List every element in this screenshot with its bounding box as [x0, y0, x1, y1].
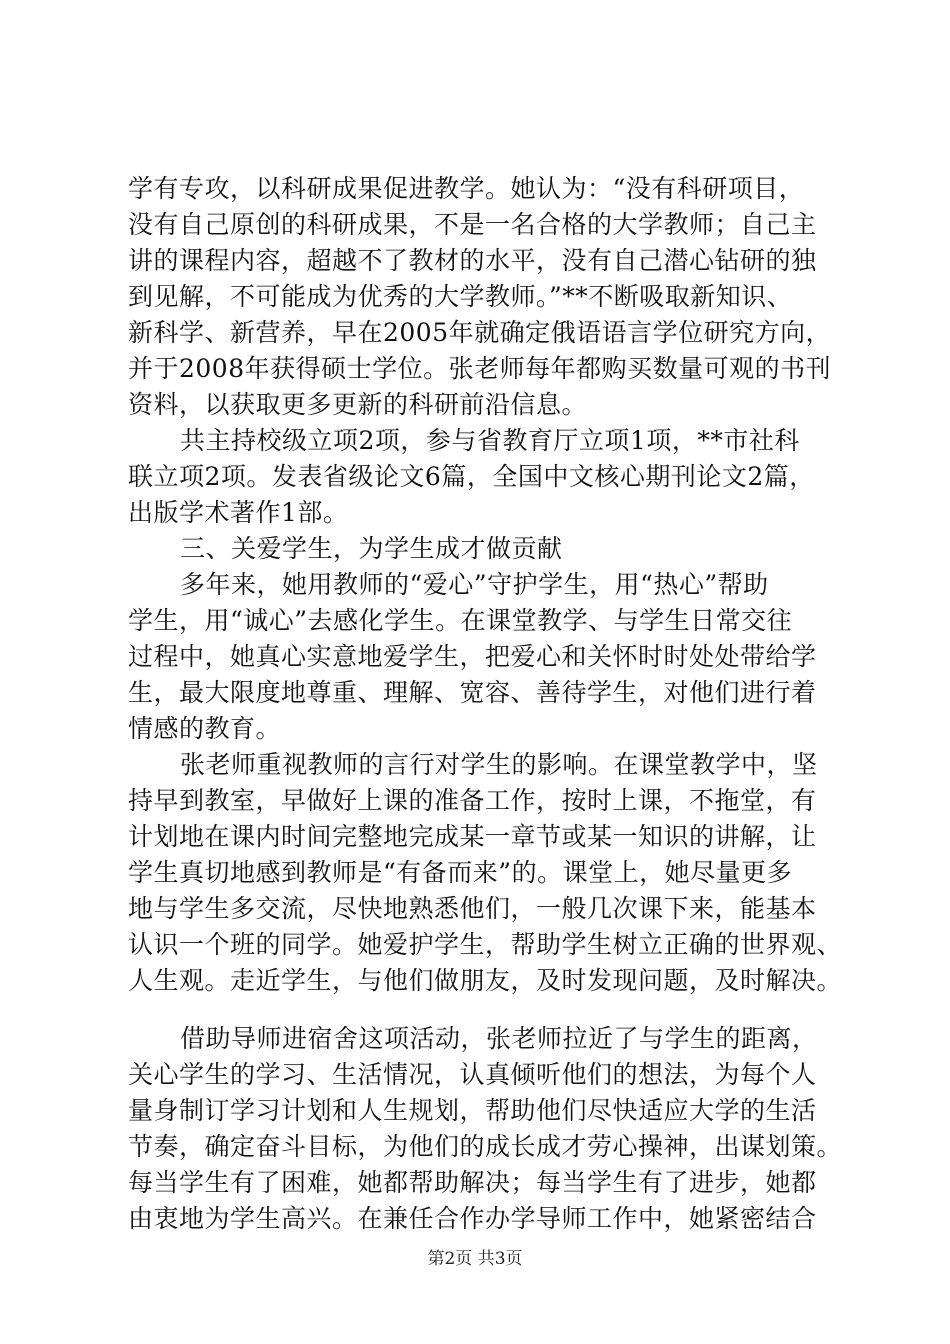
page-footer: 第2页 共3页 [427, 1249, 523, 1269]
body-line: 讲的课程内容，超越不了教材的水平，没有自己潜心钻研的独 [128, 246, 817, 275]
body-line: 计划地在课内时间完整地完成某一章节或某一知识的讲解，让 [128, 822, 817, 851]
body-line: 出版学术著作1部。 [128, 498, 349, 527]
body-line: 过程中，她真心实意地爱学生，把爱心和关怀时时处处带给学 [128, 642, 817, 671]
body-line: 节奏，确定奋斗目标，为他们的成长成才劳心操神，出谋划策。 [128, 1132, 843, 1161]
body-line: 由衷地为学生高兴。在兼任合作办学导师工作中，她紧密结合 [128, 1204, 817, 1233]
body-line: 没有自己原创的科研成果，不是一名合格的大学教师；自己主 [128, 210, 817, 239]
body-line: 张老师重视教师的言行对学生的影响。在课堂教学中，坚 [180, 750, 818, 779]
body-line: 认识一个班的同学。她爱护学生，帮助学生树立正确的世界观、 [128, 930, 843, 959]
body-line: 地与学生多交流，尽快地熟悉他们，一般几次课下来，能基本 [128, 894, 817, 923]
body-line: 学生真切地感到教师是“有备而来”的。课堂上，她尽量更多 [128, 858, 793, 887]
body-line: 生，最大限度地尊重、理解、宽容、善待学生，对他们进行着 [128, 678, 817, 707]
body-line: 持早到教室，早做好上课的准备工作，按时上课，不拖堂，有 [128, 786, 817, 815]
body-line: 量身制订学习计划和人生规划，帮助他们尽快适应大学的生活 [128, 1096, 817, 1125]
body-line: 到见解，不可能成为优秀的大学教师。”**不断吸取新知识、 [128, 282, 793, 311]
body-line: 联立项2项。发表省级论文6篇，全国中文核心期刊论文2篇， [128, 462, 815, 491]
body-line: 并于2008年获得硕士学位。张老师每年都购买数量可观的书刊 [128, 354, 832, 383]
body-line: 借助导师进宿舍这项活动，张老师拉近了与学生的距离， [180, 1024, 818, 1053]
body-line: 学生，用“诚心”去感化学生。在课堂教学、与学生日常交往 [128, 606, 793, 635]
body-line: 关心学生的学习、生活情况，认真倾听他们的想法，为每个人 [128, 1060, 817, 1089]
body-line: 每当学生有了困难，她都帮助解决；每当学生有了进步，她都 [128, 1168, 817, 1197]
body-line: 新科学、新营养，早在2005年就确定俄语语言学位研究方向， [128, 318, 832, 347]
body-line: 情感的教育。 [128, 714, 282, 743]
body-line: 资料，以获取更多更新的科研前沿信息。 [128, 390, 588, 419]
body-line: 人生观。走近学生，与他们做朋友，及时发现问题，及时解决。 [128, 966, 843, 995]
section-heading: 三、关爱学生，为学生成才做贡献 [180, 534, 563, 563]
body-line: 学有专攻，以科研成果促进教学。她认为：“没有科研项目， [128, 174, 805, 203]
body-line: 多年来，她用教师的“爱心”守护学生，用“热心”帮助 [180, 570, 769, 599]
body-line: 共主持校级立项2项，参与省教育厅立项1项，**市社科 [180, 426, 800, 455]
